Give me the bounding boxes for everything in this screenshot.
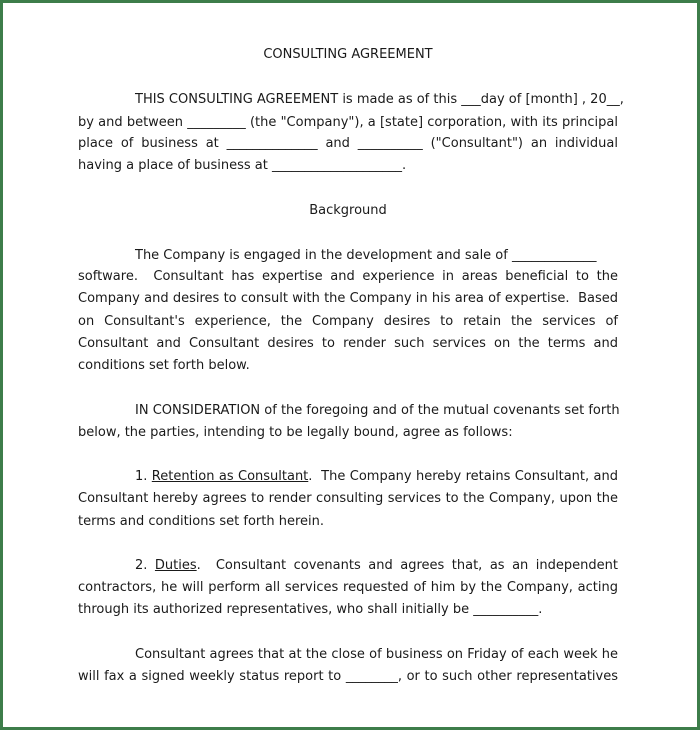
section1-line-2: Consultant hereby agrees to render consulting services to the Company, upon the — [78, 491, 618, 506]
background-line-1: The Company is engaged in the development and sale of _____________ — [135, 248, 597, 263]
background-line-2: software. Consultant has expertise and experience in areas beneficial to the — [78, 269, 618, 284]
section1-number: 1. — [135, 469, 148, 484]
section2-line-1 — [135, 558, 618, 574]
section1-line-3: terms and conditions set forth herein. — [78, 514, 325, 529]
section2-number: 2. — [135, 558, 148, 573]
intro-line-2: by and between _________ (the "Company"), a [state] corporation, with its principal — [78, 115, 618, 130]
document-title: CONSULTING AGREEMENT — [263, 47, 433, 62]
section2b-line-1: Consultant agrees that at the close of business on Friday of each week he — [135, 647, 618, 662]
section2-line-1-rest: . Consultant covenants and agrees that, as an independent — [196, 558, 618, 573]
background-heading: Background — [309, 203, 387, 218]
section1-line-1 — [135, 469, 618, 485]
intro-line-4: having a place of business at ____________________. — [78, 158, 407, 173]
section2-line-2: contractors, he will perform all services requested of him by the Company, acting — [78, 580, 618, 595]
section2-line-3: through its authorized representatives, who shall initially be __________. — [78, 602, 543, 617]
intro-line-1: THIS CONSULTING AGREEMENT is made as of this ___day of [month] , 20__, — [135, 92, 624, 107]
section1-heading: Retention as Consultant — [151, 469, 309, 484]
section1-line-1-rest: . The Company hereby retains Consultant, and — [308, 469, 618, 484]
consideration-line-1: IN CONSIDERATION of the foregoing and of the mutual covenants set forth — [135, 403, 620, 418]
background-line-6: conditions set forth below. — [78, 358, 250, 373]
background-line-5: Consultant and Consultant desires to render such services on the terms and — [78, 336, 618, 351]
section2-heading: Duties — [154, 558, 197, 573]
background-line-4: on Consultant's experience, the Company desires to retain the services of — [78, 314, 618, 329]
consideration-line-2: below, the parties, intending to be legally bound, agree as follows: — [78, 425, 513, 440]
intro-line-3: place of business at ______________ and __________ ("Consultant") an individual — [78, 136, 618, 151]
section2b-line-2: will fax a signed weekly status report to ________, or to such other representatives — [78, 669, 618, 684]
background-line-3: Company and desires to consult with the Company in his area of expertise. Based — [78, 291, 618, 306]
